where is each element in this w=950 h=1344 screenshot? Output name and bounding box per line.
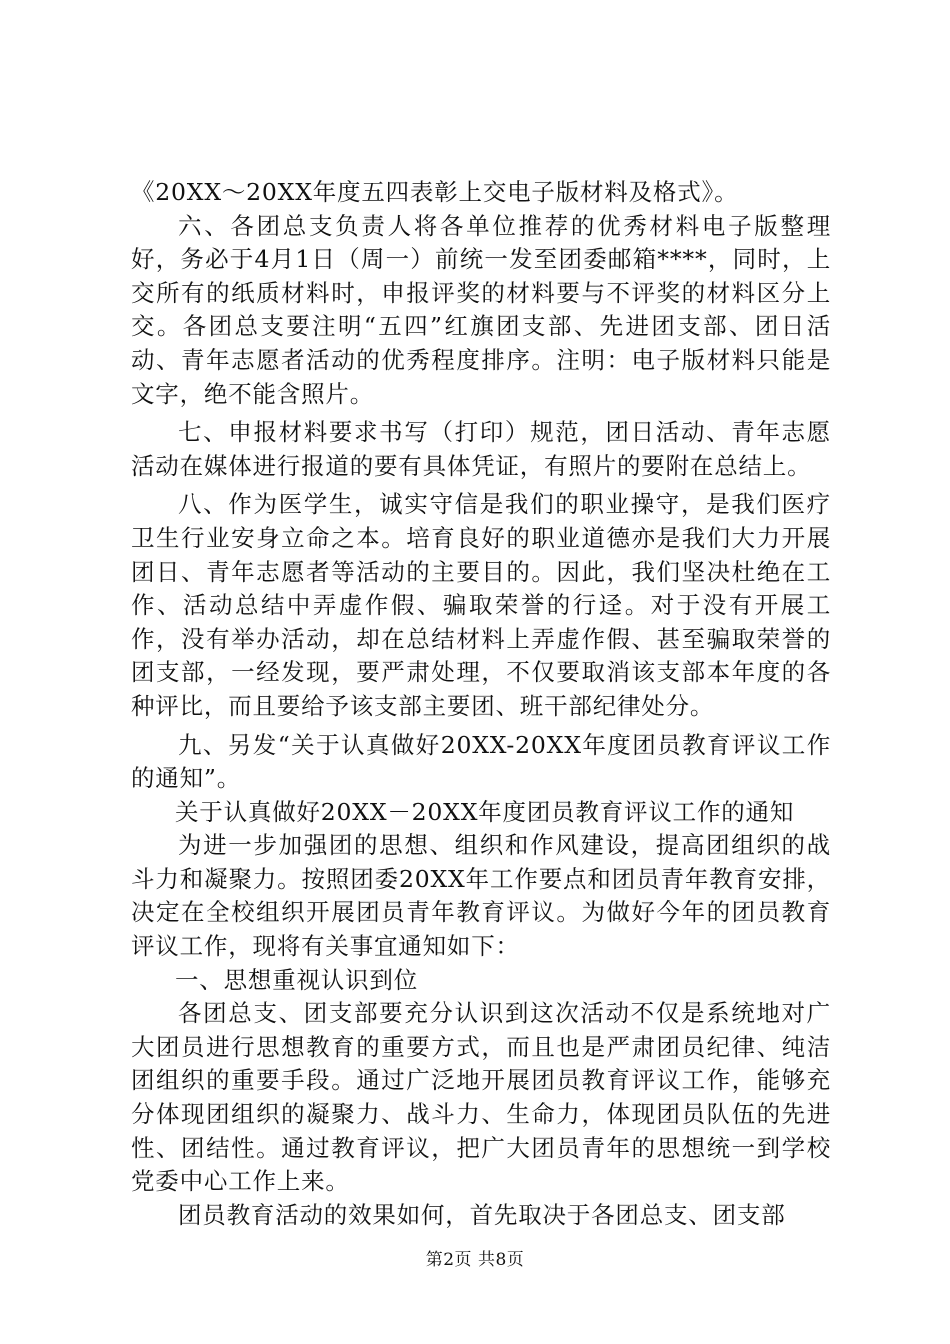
section-1-continued: 团员教育活动的效果如何，首先取决于各团总支、团支部 <box>178 1200 786 1229</box>
page-footer: 第2页 共8页 <box>425 1250 525 1270</box>
section-heading-1: 一、思想重视认识到位 <box>175 965 418 994</box>
paragraph-item-7: 七、申报材料要求书写（打印）规范，团日活动、青年志愿活动在媒体进行报道的要有具体凭证，有照片的要附在总结上。 <box>131 418 831 480</box>
paragraph-item-8: 八、作为医学生，诚实守信是我们的职业操守，是我们医疗卫生行业安身立命之本。培育良好的职业道德亦是我们大力开展团日、青年志愿者等活动的主要目的。因此，我们坚决杜绝在工作、活动总结中弄虚作假、骗取荣誉的行迳。对于没有开展工作，没有举办活动，却在总结材料上弄虚作假、甚至骗取荣誉的团支部，一经发现，要严肃处理，不仅要取消该支部本年度的各种评比，而且要给予该支部主要团、班干部纪律处分。 <box>131 490 831 720</box>
paragraph-item-6: 六、各团总支负责人将各单位推荐的优秀材料电子版整理好，务必于4月1日（周一）前统一发至团委邮箱****，同时，上交所有的纸质材料时，申报评奖的材料要与不评奖的材料区分上交。各团总支要注明“五四”红旗团支部、先进团支部、团日活动、青年志愿者活动的优秀程度排序。注明：电子版材料只能是文字，绝不能含照片。 <box>131 211 831 408</box>
document-body <box>131 176 831 1232</box>
paragraph-item-9: 九、另发“关于认真做好20XX-20XX年度团员教育评议工作的通知”。 <box>131 730 831 793</box>
section-1-body: 各团总支、团支部要充分认识到这次活动不仅是系统地对广大团员进行思想教育的重要方式，而且也是严肃团员纪律、纯洁团组织的重要手段。通过广泛地开展团员教育评议工作，能够充分体现团组织的凝聚力、战斗力、生命力，体现团员队伍的先进性、团结性。通过教育评议，把广大团员青年的思想统一到学校党委中心工作上来。 <box>131 999 831 1196</box>
paragraph-continuation: 《20XX～20XX年度五四表彰上交电子版材料及格式》。 <box>131 178 739 206</box>
notice-intro: 为进一步加强团的思想、组织和作风建设，提高团组织的战斗力和凝聚力。按照团委20XX年工作要点和团员青年教育安排，决定在全校组织开展团员青年教育评议。为做好今年的团员教育评议工作，现将有关事宜通知如下： <box>131 831 831 961</box>
notice-title: 关于认真做好20XX－20XX年度团员教育评议工作的通知 <box>175 797 795 826</box>
